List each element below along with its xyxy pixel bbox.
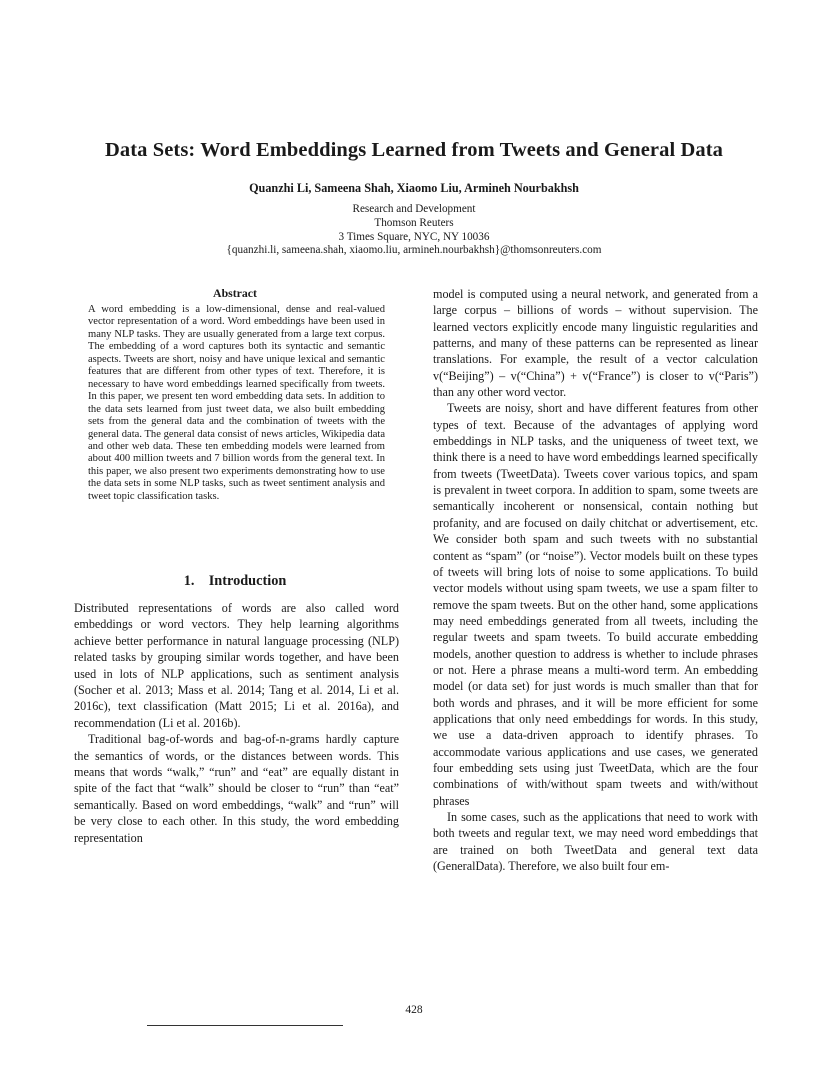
abstract-body — [88, 304, 385, 503]
page-number: 428 — [405, 1004, 423, 1016]
author-list: Quanzhi Li, Sameena Shah, Xiaomo Liu, Armineh Nourbakhsh — [249, 181, 579, 195]
intro-paragraph-1: Distributed representations of words are also called word embeddings or word vectors. They help learning algorithms achieve better performance in natural language processing (NLP) related tasks by grouping similar words together, and have been used in lots of NLP applications, such as sentiment analysis (Socher et al. 2013; Mass et al. 2014; Tang et al. 2014, Li et al. 2016c), text classification (Matt 2015; Li et al. 2016a), and recommendation (Li et al. 2016b). — [74, 601, 399, 730]
author-emails: {quanzhi.li, sameena.shah, xiaomo.liu, armineh.nourbakhsh}@thomsonreuters.com — [226, 244, 602, 257]
section-heading-introduction: 1. Introduction — [183, 573, 287, 589]
affiliation-department: Research and Development — [352, 203, 476, 215]
right-paragraph-3: In some cases, such as the applications that need to work with both tweets and regular text, we may need word embeddings that are trained on both TweetData and general text data (GeneralData). Therefore, we also built four em- — [433, 810, 758, 874]
affiliation-block — [40, 203, 788, 258]
affiliation-address: 3 Times Square, NYC, NY 10036 — [338, 230, 490, 243]
paper-title: Data Sets: Word Embeddings Learned from Tweets and General Data — [104, 139, 724, 161]
intro-paragraph-2: Traditional bag-of-words and bag-of-n-grams hardly capture the semantics of words, or the distances between words. This means that words “walk,” “run” and “eat” are equally distant in spite of the fact that “walk” should be closer to “run” than “eat” semantically. Based on word embeddings, “walk” and “run” will be very close to each other. In this study, the word embedding representation — [74, 732, 399, 845]
right-column-body — [433, 286, 758, 874]
introduction-body — [74, 600, 399, 846]
footnote-separator-line — [147, 1025, 343, 1026]
abstract-heading: Abstract — [213, 286, 257, 300]
abstract-text: A word embedding is a low-dimensional, dense and real-valued vector representation of a word. Word embeddings have been used in many NLP tasks. They are usually generated from a large text corpus. The embedding of a word captures both its syntactic and semantic aspects. Tweets are short, noisy and have unique lexical and semantic features that are different from other types of text. Therefore, it is necessary to have word embeddings learned specifically from tweets. In this paper, we present ten word embedding data sets. In addition to the data sets learned from just tweet data, we also built embedding sets from the general data and the combination of tweets with the general data. The general data consist of news articles, Wikipedia data and other web data. These ten embedding models were learned from about 400 million tweets and 7 billion words from the general text. In this paper, we also present two experiments demonstrating how to use the data sets in some NLP tasks, such as tweet sentiment analysis and tweet topic classification tasks. — [88, 304, 385, 502]
right-paragraph-2: Tweets are noisy, short and have different features from other types of text. Because of the advantages of applying word embeddings in NLP tasks, and the uniqueness of tweet text, we think there is a need to have word embeddings learned specifically from tweets (TweetData). Tweets cover various topics, and spam is prevalent in tweet corpora. In addition to spam, some tweets are semantically incoherent or nonsensical, contain nothing but profanity, and are focused on daily chitchat or advertisement, etc. We consider both spam and such tweets with no substantial content as “spam” (or “noise”). Vector models built on these types of tweets will bring lots of noise to some applications. To build vector models without using spam tweets, we use a spam filter to remove the spam tweets. But on the other hand, some applications may need embeddings generated from all tweets, including the regular tweets and spam tweets. To build accurate embedding models, another question to address is whether to include phrases or not. Here a phrase means a multi-word term. An embedding model (or data set) for just words is much smaller than that for both words and phrases, and it will be more efficient for some applications that only need embeddings for words. In this study, we use a data-driven approach to identify phrases. To accommodate various applications and use cases, we generated four embedding sets using just TweetData, which are the four combinations of with/without spam tweets and with/without phrases — [433, 401, 758, 808]
affiliation-organization: Thomson Reuters — [374, 216, 454, 229]
right-paragraph-1: model is computed using a neural network, and generated from a large corpus – billions of words – without supervision. The learned vectors explicitly encode many linguistic regularities and patterns, and many of these patterns can be represented as linear translations. For example, the result of a vector calculation v(“Beijing”) – v(“China”) + v(“France”) is closer to v(“Paris”) than any other word vector. — [433, 287, 758, 400]
